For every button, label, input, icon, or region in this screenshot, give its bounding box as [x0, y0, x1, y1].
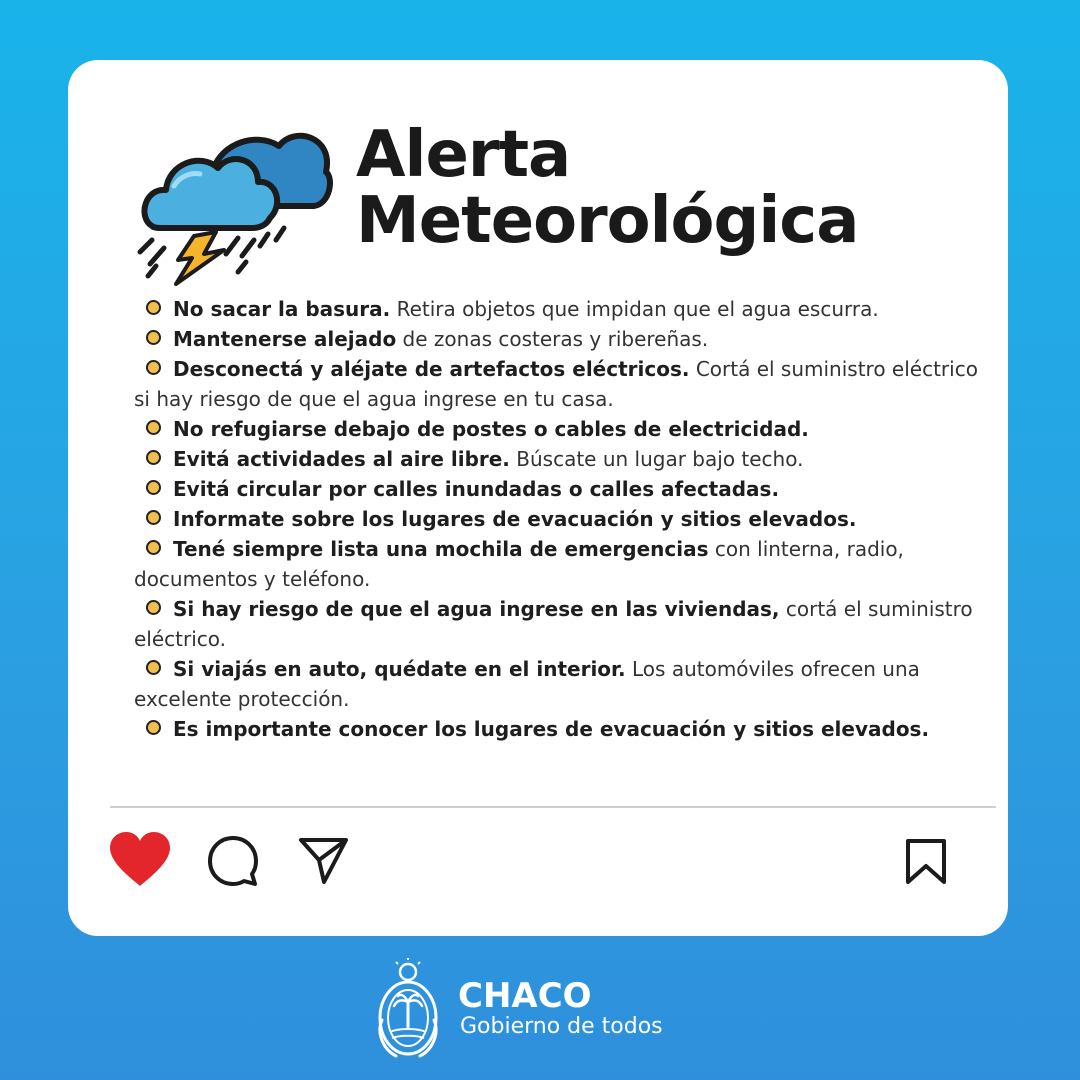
post-card: [68, 60, 1008, 936]
comment-icon[interactable]: [206, 834, 260, 888]
bullet-icon: [146, 510, 161, 525]
bullet-icon: [146, 360, 161, 375]
bullet-icon: [146, 420, 161, 435]
bullet-icon: [146, 600, 161, 615]
bullet-icon: [146, 480, 161, 495]
page-title: [356, 118, 859, 258]
list-item: Tené siempre lista una mochila de emergencias con linterna, radio, documentos y teléfono.: [134, 537, 904, 591]
bullet-icon: [146, 450, 161, 465]
bullet-icon: [146, 300, 161, 315]
list-item: Si hay riesgo de que el agua ingrese en las viviendas, cortá el suministro eléctrico.: [134, 597, 973, 651]
list-item: Mantenerse alejado de zonas costeras y ribereñas.: [134, 324, 979, 354]
list-item: Evitá circular por calles inundadas o calles afectadas.: [134, 474, 979, 504]
safety-tips-list: [134, 294, 979, 744]
list-item: Si viajás en auto, quédate en el interior. Los automóviles ofrecen una excelente protección.: [134, 657, 920, 711]
list-item: No refugiarse debajo de postes o cables de electricidad.: [134, 414, 979, 444]
bullet-icon: [146, 720, 161, 735]
bullet-icon: [146, 540, 161, 555]
title-line-2: Meteorológica: [356, 184, 859, 258]
heart-icon[interactable]: [108, 830, 172, 888]
coat-of-arms-icon: [370, 958, 446, 1062]
list-item: No sacar la basura. Retira objetos que impidan que el agua escurra.: [134, 294, 979, 324]
brand-name: CHACO: [458, 976, 592, 1016]
list-item: Desconectá y aléjate de artefactos eléctricos. Cortá el suministro eléctrico si hay riesgo de que el agua ingrese en tu casa.: [134, 357, 978, 411]
list-item: Evitá actividades al aire libre. Búscate un lugar bajo techo.: [134, 444, 979, 474]
brand-footer: [370, 958, 730, 1068]
bookmark-icon[interactable]: [904, 838, 948, 886]
send-icon[interactable]: [298, 836, 350, 886]
brand-tagline: Gobierno de todos: [460, 1014, 663, 1039]
divider: [110, 806, 996, 808]
list-item: Es importante conocer los lugares de evacuación y sitios elevados.: [134, 714, 979, 744]
bullet-icon: [146, 660, 161, 675]
list-item: Informate sobre los lugares de evacuación y sitios elevados.: [134, 504, 979, 534]
bullet-icon: [146, 330, 161, 345]
title-line-1: Alerta: [356, 118, 571, 192]
storm-cloud-icon: [134, 116, 334, 286]
